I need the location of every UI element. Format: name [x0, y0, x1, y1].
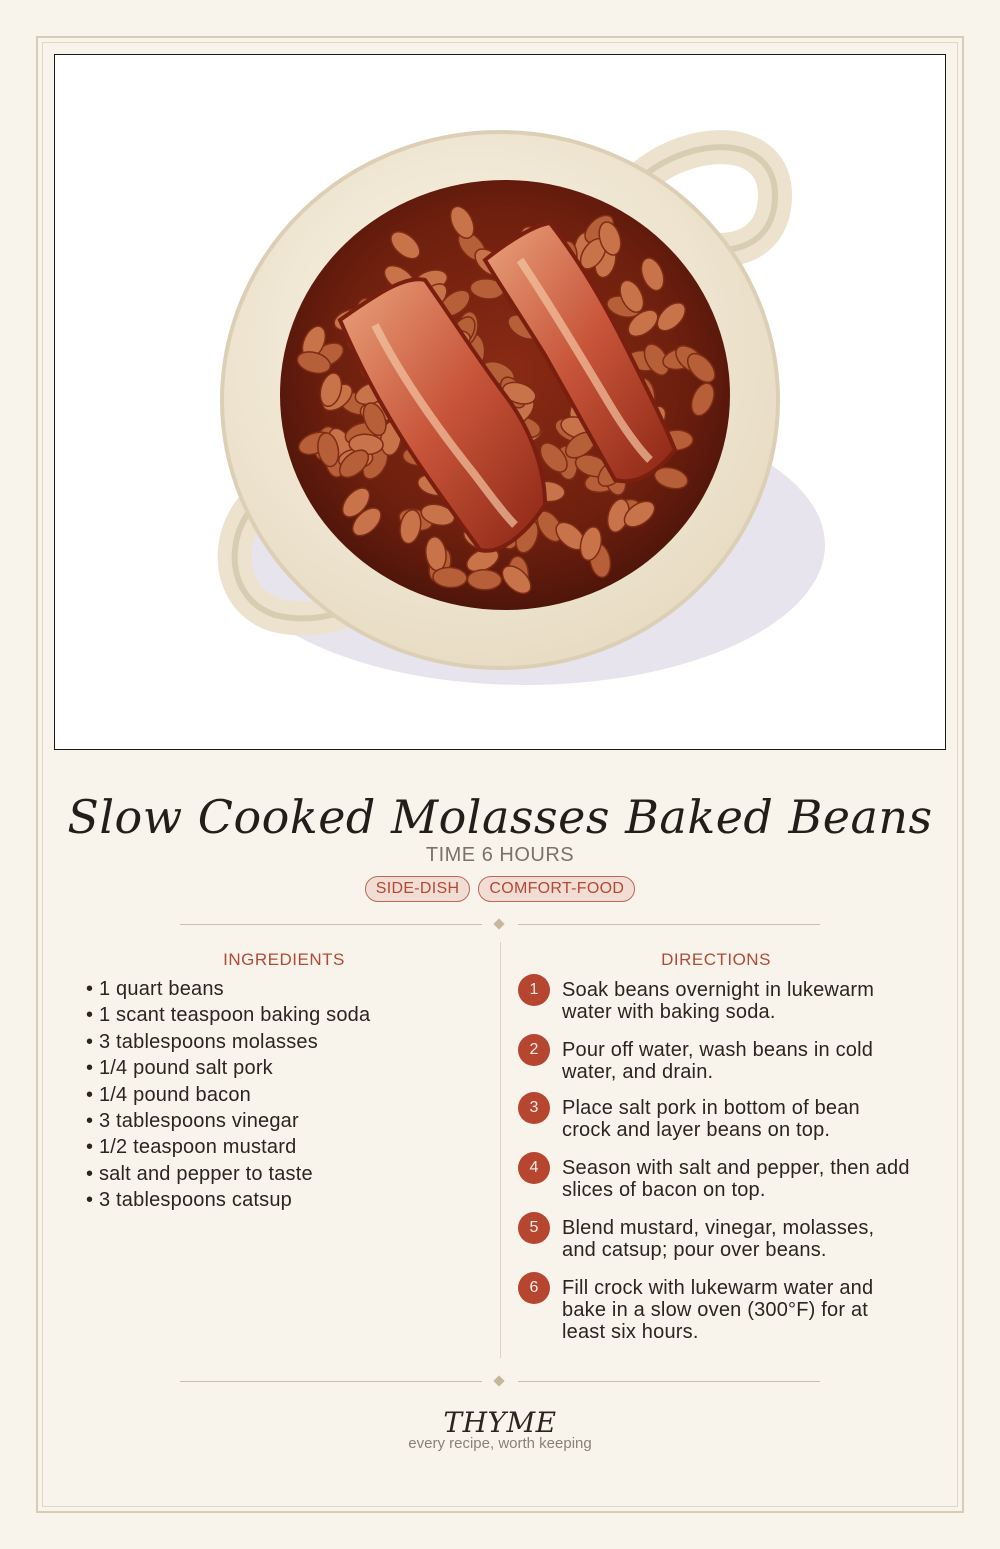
ingredient-item: • 1/4 pound bacon	[86, 1082, 486, 1108]
ingredient-item: • 1/4 pound salt pork	[86, 1055, 486, 1081]
brand-tagline: every recipe, worth keeping	[408, 1435, 592, 1452]
ingredient-item: • 1 quart beans	[86, 976, 486, 1002]
brand-logo: THYME	[443, 1406, 557, 1439]
ingredient-item: • 3 tablespoons vinegar	[86, 1108, 486, 1134]
step-text: Blend mustard, vinegar, molasses, and catsup; pour over beans.	[562, 1217, 875, 1261]
bean	[467, 570, 501, 591]
ingredient-item: • 3 tablespoons molasses	[86, 1029, 486, 1055]
ingredients-list	[86, 976, 486, 1214]
section-divider-bottom	[180, 1375, 820, 1389]
step-number: 2	[518, 1034, 550, 1066]
step-number: 1	[518, 974, 550, 1006]
ingredient-item: • salt and pepper to taste	[86, 1161, 486, 1187]
recipe-photo	[54, 54, 946, 750]
cook-time: TIME 6 HOURS	[425, 844, 575, 866]
step-text: Soak beans overnight in lukewarm water with baking soda.	[562, 979, 875, 1023]
step-number: 5	[518, 1212, 550, 1244]
diamond-ornament-icon	[493, 1375, 504, 1386]
tag-badge[interactable]: COMFORT-FOOD	[478, 876, 635, 902]
baked-beans-illustration	[55, 55, 946, 750]
step-text: Pour off water, wash beans in cold water, and drain.	[562, 1039, 874, 1083]
directions-heading: DIRECTIONS	[661, 950, 771, 969]
step-text: Place salt pork in bottom of bean crock and layer beans on top.	[562, 1097, 860, 1141]
diamond-ornament-icon	[493, 918, 504, 929]
ingredient-item: • 1 scant teaspoon baking soda	[86, 1002, 486, 1028]
step-text: Fill crock with lukewarm water and bake in a slow oven (300°F) for at least six hours.	[562, 1277, 874, 1343]
step-text: Season with salt and pepper, then add slices of bacon on top.	[562, 1157, 910, 1201]
step-number: 6	[518, 1272, 550, 1304]
section-divider-top	[180, 918, 820, 932]
step-number: 4	[518, 1152, 550, 1184]
recipe-title: Slow Cooked Molasses Baked Beans	[67, 790, 933, 844]
ingredient-item: • 1/2 teaspoon mustard	[86, 1134, 486, 1160]
column-separator	[500, 942, 501, 1358]
ingredients-heading: INGREDIENTS	[223, 950, 345, 969]
tag-list	[0, 876, 1000, 902]
step-number: 3	[518, 1092, 550, 1124]
ingredient-item: • 3 tablespoons catsup	[86, 1187, 486, 1213]
tag-badge[interactable]: SIDE-DISH	[365, 876, 471, 902]
